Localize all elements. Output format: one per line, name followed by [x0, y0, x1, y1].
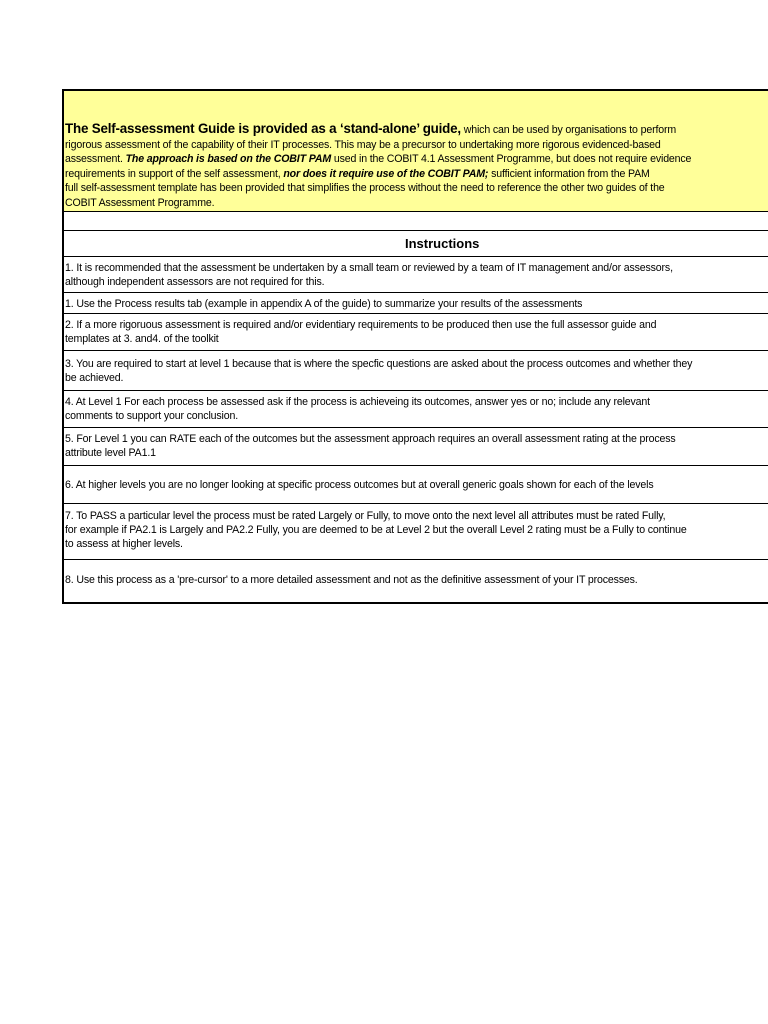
instruction-row-8[interactable]: 7. To PASS a particular level the process must be rated Largely or Fully, to move onto the next level all attributes must be rated Fully, for example if PA2.1 is Largely and PA2.2 Fully, you are deemed to be at Level 2 but the overall Level 2 rating must be a Fully to continue to assess at higher levels.: [64, 504, 768, 560]
instruction-row-1[interactable]: 1. It is recommended that the assessment be undertaken by a small team or reviewed by a team of IT management and/or assessors, although independent assessors are not required for this.: [64, 257, 768, 293]
instruction-row-7[interactable]: 6. At higher levels you are no longer looking at specific process outcomes but at overall generic goals shown for each of the levels: [64, 466, 768, 504]
intro-line-1: The Self-assessment Guide is provided as a ‘stand-alone’ guide, which can be used by organisations to perform: [65, 121, 677, 136]
instruction-row-6[interactable]: 5. For Level 1 you can RATE each of the outcomes but the assessment approach requires an overall assessment rating at the process attribute level PA1.1: [64, 428, 768, 466]
intro-line-3: assessment. The approach is based on the COBIT PAM used in the COBIT 4.1 Assessment Programme, but does not require evidence: [65, 153, 692, 166]
instruction-row-4[interactable]: 3. You are required to start at level 1 because that is where the specfic questions are asked about the process outcomes and whether they be achieved.: [64, 351, 768, 391]
intro-line-4: requirements in support of the self assessment, nor does it require use of the COBIT PAM; sufficient information from the PAM: [65, 167, 650, 180]
intro-line-2: rigorous assessment of the capability of their IT processes. This may be a precursor to undertaking more rigorous evidenced-based: [65, 138, 661, 151]
intro-line-5: full self-assessment template has been provided that simplifies the process without the need to reference the other two guides of the: [65, 182, 665, 195]
intro-lead: The Self-assessment Guide is provided as a ‘stand-alone’ guide,: [65, 121, 461, 136]
self-assessment-sheet: [62, 89, 768, 604]
instruction-row-5[interactable]: 4. At Level 1 For each process be assessed ask if the process is achieveing its outcomes, answer yes or no; include any relevant comments to support your conclusion.: [64, 391, 768, 428]
instructions-heading[interactable]: Instructions: [64, 231, 768, 257]
intro-line-6: COBIT Assessment Programme.: [65, 196, 215, 209]
empty-row[interactable]: [64, 212, 768, 231]
intro-cell[interactable]: [64, 91, 768, 212]
instruction-row-2[interactable]: 1. Use the Process results tab (example in appendix A of the guide) to summarize your results of the assessments: [64, 293, 768, 314]
instruction-row-3[interactable]: 2. If a more rigoruous assessment is required and/or evidentiary requirements to be produced then use the full assessor guide and templates at 3. and4. of the toolkit: [64, 314, 768, 351]
instruction-row-9[interactable]: 8. Use this process as a 'pre-cursor' to a more detailed assessment and not as the definitive assessment of your IT processes.: [65, 574, 638, 586]
